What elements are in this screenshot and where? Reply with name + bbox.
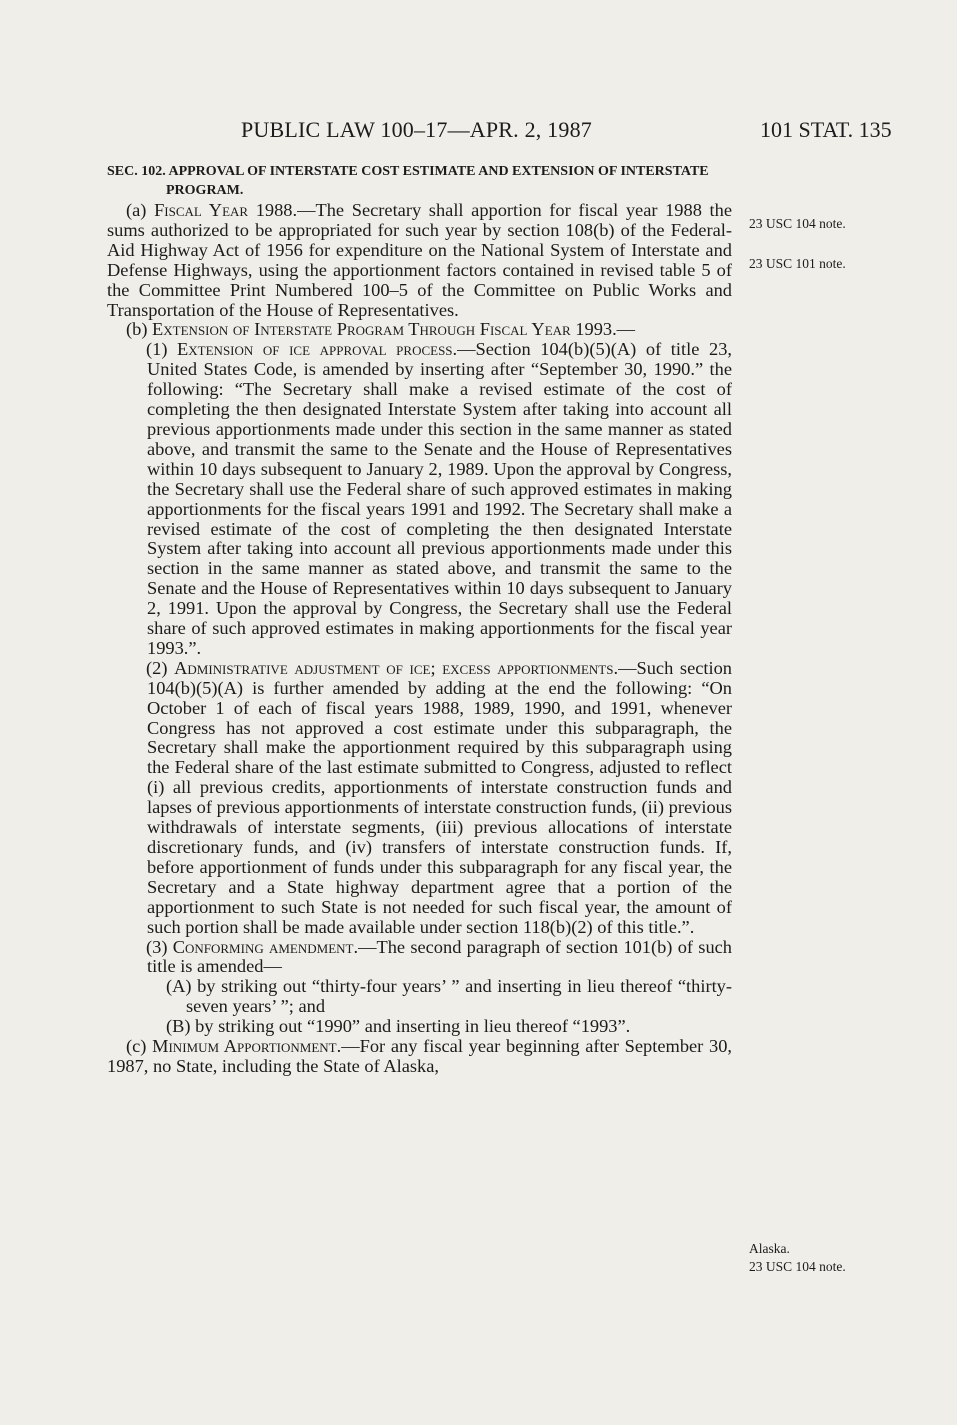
main-text [107,162,732,1077]
subsection-b-tail: 1993.— [570,319,636,340]
subparagraph-b3B: (B) by striking out “1990” and inserting in lieu thereof “1993”. [166,1016,631,1037]
subsection-a-label: (a) [126,200,155,220]
paragraph-b3-text: —The second paragraph of section 101(b) of such title is amended— [147,936,732,977]
margin-note-alaska: Alaska. [749,1241,790,1256]
margin-note-1: 23 USC 104 note. [749,216,846,231]
page-header [0,117,957,147]
paragraph-b1-label: (1) [146,339,178,360]
paragraph-b3-heading: Conforming amendment. [172,936,359,957]
subsection-c-label: (c) [126,1036,153,1057]
subsection-a-text: —The Secretary shall apportion for fiscal year 1988 the sums authorized to be appropriated for such year by section 108(b) of the Federal-Aid Highway Act of 1956 for expenditure on the National System of Interstate and Defense Highways, using the apportionment factors contained in revised table 5 of the Committee Print Numbered 100–5 of the Committee on Public Works and Transportation of the House of Representatives. [107,200,733,320]
paragraph-b2-label: (2) [146,657,175,678]
paragraph-b3 [107,938,732,978]
subsection-c-text: —For any fiscal year beginning after September 30, 1987, no State, including the State of Alaska, [107,1036,732,1076]
subsection-b-label: (b) [126,319,153,340]
subsection-b [107,320,732,340]
paragraph-b1 [107,340,732,659]
statute-page-number: 101 STAT. 135 [760,117,892,142]
running-title: PUBLIC LAW 100–17—APR. 2, 1987 [241,117,592,142]
margin-note-2: 23 USC 101 note. [749,256,846,271]
paragraph-b3-label: (3) [146,936,173,957]
subsection-a-heading: Fiscal Year 1988. [154,200,298,220]
subparagraph-b3A: (A) by striking out “thirty-four years’ ” and inserting in lieu thereof “thirty-seven years’ ”; and [166,976,732,1017]
section-heading: SEC. 102. APPROVAL OF INTERSTATE COST ESTIMATE AND EXTENSION OF INTERSTATE PROGRAM. [107,164,709,198]
paragraph-b2-text: —Such section 104(b)(5)(A) is further amended by adding at the end the following: “On October 1 of each of fiscal years 1988, 1989, 1990, and 1991, whenever Congress has not approved a cost estimate under this subparagraph, the Secretary shall make the apportionment required by this subparagraph using the Federal share of the last estimate submitted to Congress, adjusted to reflect (i) all previous credits, apportionments of interstate construction funds and lapses of previous apportionments of interstate construction funds, (ii) previous withdrawals of interstate segments, (iii) previous allocations of interstate discretionary funds, and (iv) transfers of interstate construction funds. If, before apportionment of funds under this subparagraph for any fiscal year, the Secretary and a State highway department agree that a portion of the apportionment to such State is not needed for such fiscal year, the amount of such portion shall be made available under section 118(b)(2) of this title.”. [147,657,732,937]
subsection-c-heading: Minimum Apportionment. [152,1036,342,1057]
subsection-c [107,1037,732,1077]
margin-note-3: 23 USC 104 note. [749,1259,846,1274]
paragraph-b2 [107,659,732,938]
subsection-b-heading: Extension of Interstate Program Through Fiscal Year [152,319,571,340]
paragraph-b2-heading: Administrative adjustment of ice; excess apportionments. [174,657,619,678]
paragraph-b1-text: —Section 104(b)(5)(A) of title 23, United States Code, is amended by inserting after “September 30, 1990.” the following: “The Secretary shall make a revised estimate of the cost of completing the then designated Interstate System after taking into account all previous apportionments made under this section in the same manner as stated above, and transmit the same to the Senate and the House of Representatives within 10 days subsequent to January 2, 1989. Upon the approval by Congress, the Secretary shall use the Federal share of such approved estimates in making apportionments for the fiscal years 1991 and 1992. The Secretary shall make a revised estimate of the cost of completing the then designated Interstate System after taking into account all previous apportionments made under this section in the same manner as stated above, and transmit the same to the Senate and the House of Representatives within 10 days subsequent to January 2, 1991. Upon the approval by Congress, the Secretary shall use the Federal share of such approved estimates in making apportionments for the fiscal year 1993.”. [147,339,732,658]
subsection-a [107,201,732,320]
paragraph-b1-heading: Extension of ice approval process. [177,339,458,360]
